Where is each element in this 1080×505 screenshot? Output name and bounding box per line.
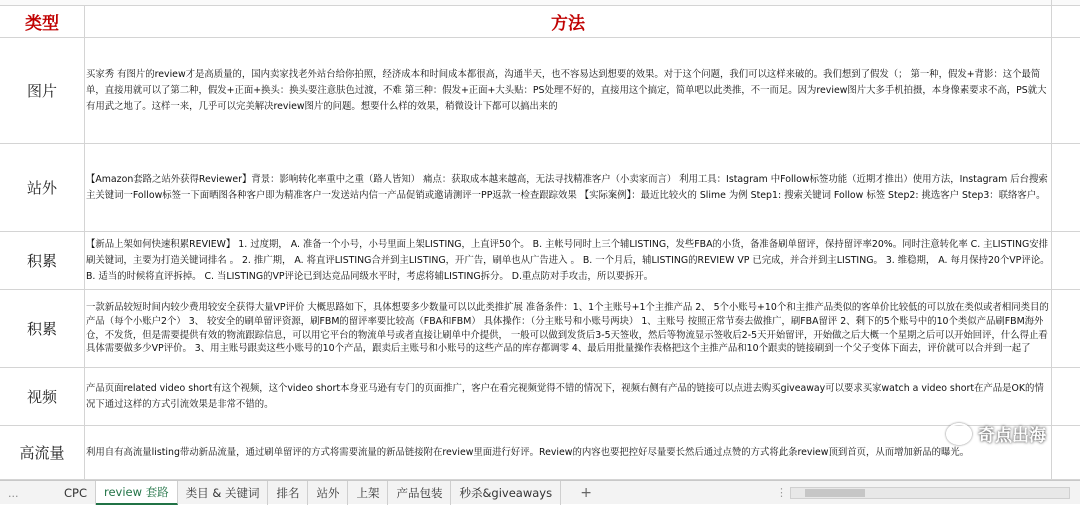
method-cell[interactable]: 【Amazon套路之站外获得Reviewer】背景：影响转化率重中之重（路人皆知） 痛点：获取成本越来越高，无法寻找精准客户（小卖家而言） 利用工具：Istagram 中Follow标签功能（近期才推出）使用方法，Instagram 后台搜索 主关键词一Follow标签一下面晒图各种客户即为精准客户一发送站内信一产品促销或邀请测评一PP返款一检查跟踪效果 【实际案例】：最近比较火的 Slime 为例 Step1: 搜索关键词 Follow 标签 Step2: 挑选客户 Step3：联络客户。 — [86, 173, 1048, 201]
table-row — [0, 144, 1080, 232]
sheet-tab-cpc[interactable]: CPC — [56, 481, 96, 505]
watermark-text: 奇点出海 — [978, 426, 1046, 446]
type-cell[interactable]: 视频 — [0, 368, 85, 425]
sheet-tab-category-keywords[interactable]: 类目 & 关键词 — [178, 481, 269, 505]
sheet-tab-listing[interactable]: 上架 — [348, 481, 388, 505]
table-row — [0, 38, 1080, 144]
header-row — [0, 5, 1080, 38]
scrollbar-thumb[interactable] — [805, 489, 865, 497]
wechat-logo-icon — [946, 423, 972, 445]
watermark — [946, 421, 1046, 446]
method-cell[interactable]: 利用自有高流量listing带动新品流量，通过刷单留评的方式将需要流量的新品链接附在review里面进行好评。Review的内容也要把控好尽量要长然后通过点赞的方式将此条review顶到首页，从而增加新品的曝光。 — [86, 446, 970, 458]
grid-line — [1051, 0, 1052, 480]
sheet-tab-review[interactable]: review 套路 — [96, 481, 178, 505]
method-cell[interactable]: 【新品上架如何快速积累REVIEW】 1. 过度期， A. 准备一个小号，小号里面上架LISTING，上直评50个。 B. 主帐号同时上三个辅LISTING，发些FBA的小货，备准备刷单留评，保持留评率20%。同时注意转化率 C. 主LISTING安排刷关键词，主要为打造关键词排名 。 2. 推广期， A. 将直评LISTING合并到主LISTING，开广告，刷单也从广告进入 。 B. 一个月后，辅LISTING的REVIEW VP 已完成，并合并到主LISTING。 3. 维稳期， A. 每月保持20个VP评论。 B. 适当的时候将直评拆掉。 C. 当LISTING的VP评论已到达竞品同级水平时，考虑将辅LISTING拆分。 D.重点防对手攻击，所以要拆开。 — [86, 238, 1050, 282]
type-cell[interactable]: 站外 — [0, 144, 85, 231]
sheet-tabs — [56, 481, 597, 505]
sheet-tab-packaging[interactable]: 产品包装 — [388, 481, 451, 505]
more-tabs-button[interactable]: ... — [8, 486, 19, 500]
method-cell[interactable]: 一款新品较短时间内较少费用较安全获得大量VP评价 大概思路如下，具体想要多少数量可以以此类推扩展 准备条件：1、1个主账号+1个主推产品 2、 5个小账号+10个和主推产品类似的客单价比较低的可以放在类似或者相同类目的产品（每个小账户2个） 3、 较安全的刷单留评资源，刷FBM的留评率要比较高（FBA和FBM） 具体操作：（分主账号和小账号两块） 1、主账号 按照正常节奏去做推广，刷FBA留评 2、剩下的5个账号中的10个类似产品刷FBM海外仓，不发货，但是需要提供有效的物流跟踪信息，可以用它平台的物流单号或者直接让刷单中介提供， 一般可以做到发货后3-5天签收，然后等物流显示签收后2-5天开始留评，开始做之后大概一个星期之后可以开始回评，什么得止看具体需要做多少VP评价。 3、用主账号跟卖这些小账号的10个产品，跟卖后主账号和小账号的这些产品的库存都调零 4、最后用批量操作表格把这个主推产品和10个跟卖的链接刷到一个父子变体下面去，评价就可以合并到一起了 — [86, 302, 1049, 355]
table-row — [0, 232, 1080, 290]
type-cell[interactable]: 积累 — [0, 232, 85, 289]
header-method-cell[interactable]: 方法 — [551, 13, 585, 34]
table-row — [0, 290, 1080, 368]
sheet-tab-offsite[interactable]: 站外 — [308, 481, 348, 505]
table-row — [0, 426, 1080, 480]
method-cell[interactable]: 产品页面related video short有这个视频，这个video short本身亚马逊有专门的页面推广，客户在看完视频觉得不错的情况下，视频右侧有产品的链接可以点进去购买giveaway可以要求买家watch a video short在产品是OK的情况下通过这样的方式引流效果是非常不错的。 — [86, 382, 1044, 410]
table-row — [0, 368, 1080, 426]
type-cell[interactable]: 图片 — [0, 38, 85, 143]
horizontal-scrollbar[interactable] — [790, 487, 1070, 499]
plus-icon: + — [580, 485, 592, 501]
method-cell[interactable]: 买家秀 有图片的review才是高质量的，国内卖家找老外站台给你拍照，经济成本和时间成本都很高，沟通半天，也不容易达到想要的效果。对于这个问题，我们可以这样来破的。我们想到了假发（； 第一种，假发+背影：这个最简单，直接用就可以了第二种，假发+正面+换头：换头要注意肤色过渡，不难 第三种：假发+正面+大头贴：PS处理不好的，直接用这个搞定，简单吧以此类推，不一而足。因为review图片大多手机拍摄，本身像素要求不高，PS就大有用武之地了。这样一来，几乎可以完美解决review图片的问题。想要什么样的效果，稍微设计下都可以搞出来的 — [86, 68, 1047, 112]
type-cell[interactable]: 高流量 — [0, 426, 85, 479]
sheet-tab-bar — [0, 480, 1080, 504]
scroll-split-handle[interactable]: ⋮ — [776, 486, 787, 499]
tab-navigation — [2, 481, 60, 505]
header-type-cell[interactable]: 类型 — [0, 5, 85, 37]
type-cell[interactable]: 积累 — [0, 290, 85, 367]
sheet-tab-deals-giveaways[interactable]: 秒杀&giveaways — [451, 481, 561, 505]
sheet-tab-ranking[interactable]: 排名 — [268, 481, 308, 505]
add-sheet-button[interactable] — [575, 481, 597, 505]
